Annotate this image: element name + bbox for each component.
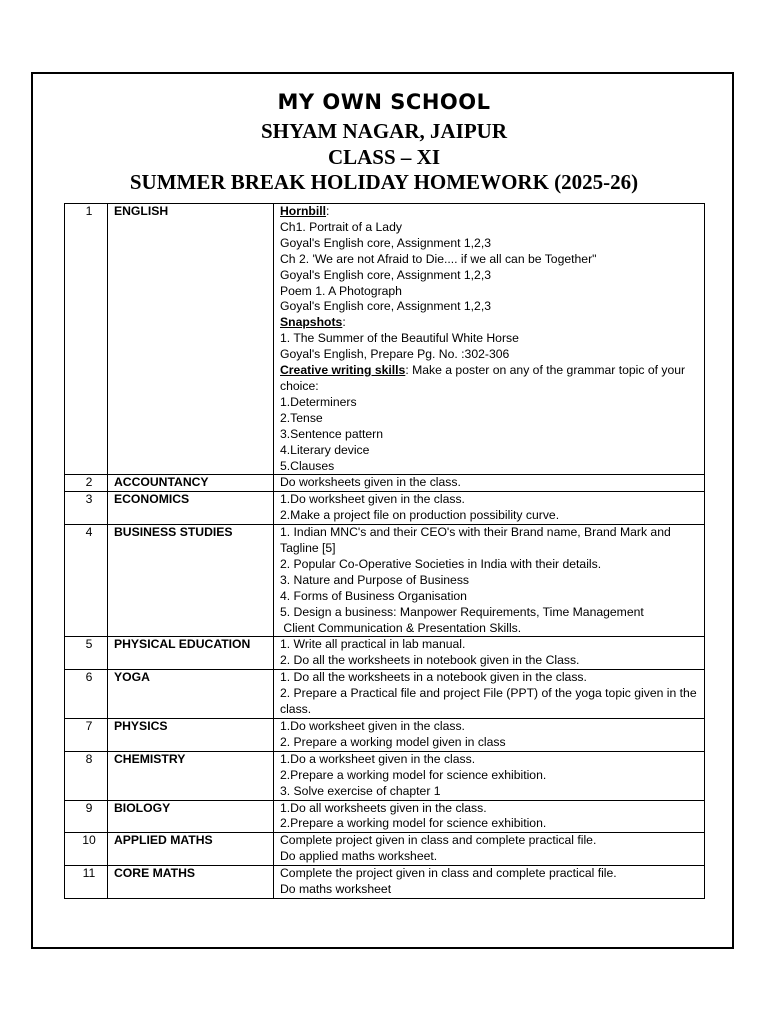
homework-text: Do applied maths worksheet. [280, 849, 438, 864]
subject-name: BUSINESS STUDIES [108, 525, 274, 637]
homework-line [280, 573, 704, 589]
homework-line [280, 459, 704, 475]
homework-text: : [326, 204, 330, 218]
homework-table [64, 203, 705, 899]
homework-cell [274, 719, 705, 752]
homework-text: : [342, 315, 346, 330]
subject-name: ECONOMICS [108, 492, 274, 525]
homework-line [280, 525, 704, 557]
table-row [65, 866, 705, 899]
homework-text: 4.Literary device [280, 442, 370, 457]
class-label: CLASS – XI [327, 145, 441, 169]
table-row [65, 833, 705, 866]
homework-line [280, 589, 704, 605]
row-number: 9 [65, 800, 108, 833]
row-number: 11 [65, 866, 108, 899]
subject-name: CORE MATHS [108, 866, 274, 899]
row-number: 6 [65, 670, 108, 719]
homework-line [280, 849, 704, 865]
table-row [65, 751, 705, 800]
homework-line [280, 752, 704, 768]
homework-cell [274, 833, 705, 866]
homework-cell [274, 204, 705, 475]
homework-line [280, 735, 704, 751]
homework-line [280, 866, 704, 882]
homework-line [280, 686, 704, 718]
homework-line [280, 284, 704, 300]
subject-name: YOGA [108, 670, 274, 719]
homework-text: Goyal's English core, Assignment 1,2,3 [280, 267, 491, 282]
table-row [65, 670, 705, 719]
table-row [65, 637, 705, 670]
homework-cell [274, 637, 705, 670]
homework-line [280, 653, 704, 669]
section-heading: Hornbill [280, 204, 327, 218]
table-row [65, 475, 705, 492]
homework-line [280, 363, 704, 395]
homework-text: 5.Clauses [280, 458, 335, 473]
homework-line [280, 427, 704, 443]
homework-text: 2.Prepare a working model for science exhibition. [280, 767, 547, 782]
homework-line [280, 220, 704, 236]
homework-text: Ch 2. 'We are not Afraid to Die.... if we all can be Together" [280, 251, 597, 266]
homework-text: Client Communication & Presentation Skills. [280, 620, 522, 635]
homework-line [280, 299, 704, 315]
table-row [65, 719, 705, 752]
homework-line [280, 331, 704, 347]
subject-name: PHYSICS [108, 719, 274, 752]
homework-line [280, 395, 704, 411]
homework-text: 1.Do all worksheets given in the class. [280, 800, 487, 815]
homework-line [280, 204, 704, 220]
homework-table-body [65, 204, 705, 899]
homework-cell [274, 492, 705, 525]
homework-line [280, 719, 704, 735]
homework-text: 2. Popular Co-Operative Societies in India with their details. [280, 556, 602, 571]
homework-text: Do worksheets given in the class. [280, 475, 461, 490]
row-number: 3 [65, 492, 108, 525]
homework-text: 2.Prepare a working model for science exhibition. [280, 816, 547, 831]
homework-line [280, 252, 704, 268]
homework-text: 3. Solve exercise of chapter 1 [280, 783, 441, 798]
homework-line [280, 443, 704, 459]
row-number: 8 [65, 751, 108, 800]
homework-text: 1. Do all the worksheets in a notebook given in the class. [280, 670, 587, 685]
table-row [65, 204, 705, 475]
homework-cell [274, 866, 705, 899]
homework-line [280, 605, 704, 621]
homework-text: : Make a poster on any of the grammar topic of your choice: [280, 363, 689, 393]
homework-line [280, 768, 704, 784]
table-row [65, 492, 705, 525]
school-name: MY OWN SCHOOL [277, 90, 491, 114]
homework-line [280, 411, 704, 427]
homework-line [280, 621, 704, 637]
homework-text: 2.Make a project file on production possibility curve. [280, 508, 560, 523]
homework-text: 2. Prepare a working model given in class [280, 734, 506, 749]
row-number: 10 [65, 833, 108, 866]
homework-text: Do maths worksheet [280, 882, 392, 897]
homework-text: 1. Indian MNC's and their CEO's with their Brand name, Brand Mark and Tagline [5] [280, 525, 674, 556]
homework-text: Complete project given in class and complete practical file. [280, 833, 597, 848]
section-heading: Creative writing skills [280, 363, 406, 378]
homework-line [280, 347, 704, 363]
subject-name: ACCOUNTANCY [108, 475, 274, 492]
homework-text: 1. Write all practical in lab manual. [280, 637, 466, 652]
homework-text: 2. Do all the worksheets in notebook given in the Class. [280, 653, 580, 668]
subject-name: CHEMISTRY [108, 751, 274, 800]
homework-text: 1.Determiners [280, 394, 357, 409]
homework-text: 4. Forms of Business Organisation [280, 588, 467, 603]
homework-text: 2.Tense [280, 410, 323, 425]
homework-text: 1.Do worksheet given in the class. [280, 719, 465, 733]
row-number: 4 [65, 525, 108, 637]
homework-text: Complete the project given in class and complete practical file. [280, 866, 617, 881]
homework-text: 2. Prepare a Practical file and project File (PPT) of the yoga topic given in the class. [280, 686, 701, 717]
homework-line [280, 816, 704, 832]
row-number: 1 [65, 204, 108, 475]
school-address: SHYAM NAGAR, JAIPUR [261, 119, 507, 143]
table-row [65, 800, 705, 833]
homework-line [280, 508, 704, 524]
homework-line [280, 268, 704, 284]
homework-cell [274, 800, 705, 833]
homework-text: Goyal's English core, Assignment 1,2,3 [280, 299, 491, 314]
homework-cell [274, 525, 705, 637]
subject-name: BIOLOGY [108, 800, 274, 833]
homework-cell [274, 475, 705, 492]
document-title: SUMMER BREAK HOLIDAY HOMEWORK (2025-26) [129, 170, 639, 194]
subject-name: APPLIED MATHS [108, 833, 274, 866]
homework-text: 1. The Summer of the Beautiful White Horse [280, 331, 519, 346]
homework-text: 1.Do worksheet given in the class. [280, 492, 465, 507]
row-number: 7 [65, 719, 108, 752]
homework-text: Goyal's English core, Assignment 1,2,3 [280, 235, 491, 250]
homework-line [280, 637, 704, 653]
homework-line [280, 801, 704, 817]
homework-text: 3. Nature and Purpose of Business [280, 572, 470, 587]
section-heading: Snapshots [280, 315, 343, 330]
homework-cell [274, 751, 705, 800]
homework-text: 5. Design a business: Manpower Requirements, Time Management [280, 604, 644, 619]
homework-cell [274, 670, 705, 719]
subject-name: PHYSICAL EDUCATION [108, 637, 274, 670]
homework-text: 3.Sentence pattern [280, 426, 383, 441]
homework-line [280, 492, 704, 508]
homework-line [280, 236, 704, 252]
row-number: 2 [65, 475, 108, 492]
homework-line [280, 557, 704, 573]
homework-line [280, 315, 704, 331]
table-row [65, 525, 705, 637]
homework-line [280, 784, 704, 800]
homework-line [280, 882, 704, 898]
homework-line [280, 670, 704, 686]
homework-text: Poem 1. A Photograph [280, 283, 402, 298]
row-number: 5 [65, 637, 108, 670]
subject-name: ENGLISH [108, 204, 274, 475]
homework-line [280, 475, 704, 491]
homework-text: 1.Do a worksheet given in the class. [280, 751, 476, 766]
homework-text: Ch1. Portrait of a Lady [280, 219, 402, 234]
homework-text: Goyal's English, Prepare Pg. No. :302-306 [280, 347, 510, 362]
homework-line [280, 833, 704, 849]
